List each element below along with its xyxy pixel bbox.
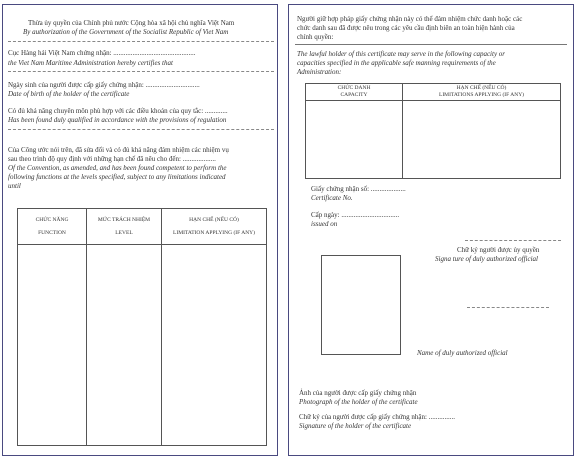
name-line — [467, 307, 549, 308]
qualified-vn: Có đủ khả năng chuyên môn phù hợp với các điều khoản của quy tắc: ............. — [8, 107, 228, 115]
divider — [8, 71, 274, 72]
function-header-vn: CHỨC NĂNG — [35, 216, 69, 223]
level-header — [87, 209, 162, 245]
left-page — [2, 4, 278, 456]
qualified-en: Has been found duly qualified in accordance with the provisions of regulation — [8, 116, 227, 124]
table-row — [18, 245, 267, 446]
holder-en-line-2: capacities specified in the applicable safe manning requirements of the — [297, 59, 496, 67]
limitations-header-vn: HẠN CHẾ (NẾU CÓ) — [456, 85, 507, 91]
convention-vn-line-2: sau theo trình độ quy định với những hạn chế đã nêu cho đến: ................... — [8, 155, 216, 163]
authorization-vn: Thừa ủy quyền của Chính phủ nước Cộng hòa xã hội chủ nghĩa Việt Nam — [28, 19, 235, 27]
holder-signature-vn: Chữ ký của người được cấp giấy chứng nhận: ............... — [299, 413, 455, 421]
photo-label-vn: Ảnh của người được cấp giấy chứng nhận — [299, 389, 417, 397]
signature-line — [465, 240, 561, 241]
function-header-en: FUNCTION — [38, 229, 66, 236]
photo-label-en: Photograph of the holder of the certificate — [299, 398, 418, 406]
date-of-birth-en: Date of birth of the holder of the certificate — [8, 90, 130, 98]
holder-vn-line-2: chức danh sau đã được nêu trong các yêu cầu định biên an toàn hiện hành của — [297, 24, 515, 32]
convention-en-line-3: until — [8, 182, 21, 190]
limitation-header-en: LIMITATION APPLYING (IF ANY) — [173, 229, 255, 236]
table-header-row — [306, 84, 561, 101]
function-header — [18, 209, 87, 245]
issued-on-vn: Cấp ngày: ................................. — [311, 211, 400, 219]
holder-vn-line-3: chính quyền: — [297, 33, 334, 41]
capacity-cell — [306, 101, 403, 179]
holder-en-line-1: The lawful holder of this certificate may serve in the following capacity or — [297, 50, 506, 58]
function-cell — [18, 245, 87, 446]
limitation-cell — [162, 245, 267, 446]
capacity-header-en: CAPACITY — [340, 92, 368, 98]
capacity-header-vn: CHỨC DANH — [337, 85, 371, 91]
capacity-header — [306, 84, 403, 101]
divider — [295, 44, 567, 45]
holder-en-line-3: Administration: — [297, 68, 342, 76]
signature-en: Signa ture of duly authorized official — [435, 255, 538, 263]
limitations-header-en: LIMITATIONS APPLYING (IF ANY) — [438, 92, 525, 98]
signature-vn: Chữ ký người được ủy quyền — [457, 246, 540, 254]
functions-table — [17, 208, 267, 446]
table-row — [306, 101, 561, 179]
holder-signature-en: Signature of the holder of the certificate — [299, 422, 412, 430]
authorization-en: By authorization of the Government of the Socialist Republic of Viet Nam — [23, 28, 229, 36]
official-name-en: Name of duly authorized official — [417, 349, 508, 357]
capacity-table — [305, 83, 561, 179]
convention-en-line-2: following functions at the levels specified, subject to any limitations indicated — [8, 173, 226, 181]
date-of-birth-vn: Ngày sinh của người được cấp giấy chứng nhận: ............................... — [8, 81, 200, 89]
divider — [8, 129, 274, 130]
certifies-en: the Viet Nam Maritime Administration hereby certifies that — [8, 59, 173, 67]
limitations-cell — [403, 101, 561, 179]
convention-vn-line-1: Của Công ước nói trên, đã sửa đổi và có đủ khả năng đảm nhiệm các nhiệm vụ — [8, 146, 229, 154]
certifies-vn: Cục Hàng hải Việt Nam chứng nhận: ............................................... — [8, 49, 196, 57]
issued-on-en: issued on — [311, 220, 338, 228]
convention-en-line-1: Of the Convention, as amended, and has been found competent to perform the — [8, 164, 227, 172]
certificate-no-en: Certificate No. — [311, 194, 353, 202]
photo-box — [321, 255, 401, 355]
holder-vn-line-1: Người giữ hợp pháp giấy chứng nhận này có thể đảm nhiệm chức danh hoặc các — [297, 15, 523, 23]
divider — [8, 41, 274, 42]
limitation-header — [162, 209, 267, 245]
table-header-row — [18, 209, 267, 245]
limitations-header — [403, 84, 561, 101]
level-header-en: LEVEL — [115, 229, 133, 236]
limitation-header-vn: HẠN CHẾ (NẾU CÓ) — [189, 216, 239, 223]
level-header-vn: MỨC TRÁCH NHIỆM — [97, 216, 151, 223]
level-cell — [87, 245, 162, 446]
right-page — [288, 4, 574, 456]
certificate-no-vn: Giấy chứng nhận số: .................... — [311, 185, 406, 193]
